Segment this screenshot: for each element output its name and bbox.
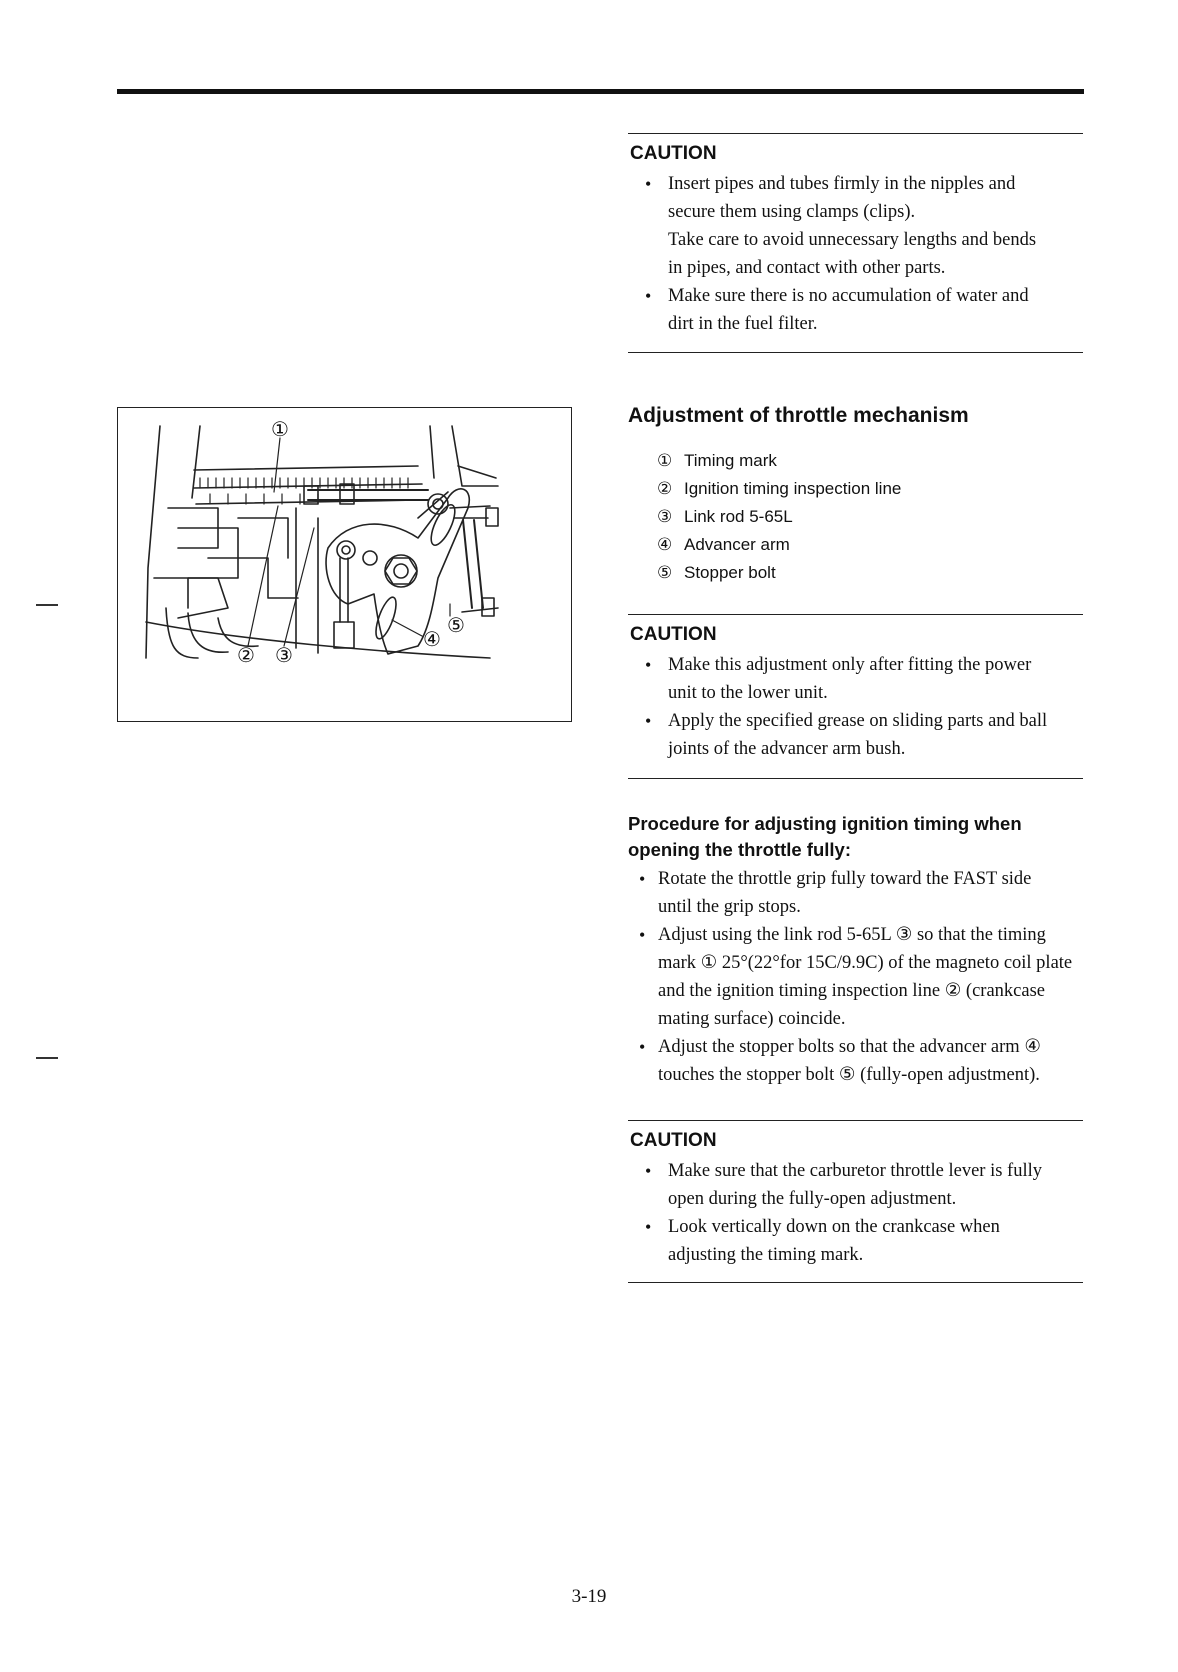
legend-item bbox=[628, 475, 1083, 503]
pivot-bolt-hex bbox=[385, 558, 417, 584]
stopper-bolt bbox=[474, 520, 483, 608]
legend-label: Stopper bolt bbox=[684, 563, 776, 582]
procedure-step bbox=[628, 921, 1083, 1033]
section-title: Adjustment of throttle mechanism bbox=[628, 404, 969, 427]
caution-line: Take care to avoid unnecessary lengths and bends bbox=[668, 230, 1037, 250]
margin-mark-2 bbox=[36, 1057, 58, 1059]
margin-mark-1 bbox=[36, 604, 58, 606]
legend-number: ③ bbox=[657, 507, 673, 526]
caution-line: dirt in the fuel filter. bbox=[668, 314, 818, 334]
crankcase-part bbox=[178, 528, 238, 608]
callout-5: ⑤ bbox=[447, 613, 465, 637]
caution-item bbox=[628, 651, 1083, 707]
procedure-section bbox=[628, 811, 1083, 1089]
procedure-line: mark ① 25°(22°for 15C/9.9C) of the magneto coil plate bbox=[658, 953, 1073, 973]
caution-title: CAUTION bbox=[630, 624, 717, 645]
caution-list bbox=[628, 647, 1083, 763]
legend-number: ⑤ bbox=[657, 563, 673, 582]
callout-1: ① bbox=[271, 417, 289, 441]
caution-line: • Make sure there is no accumulation of water and bbox=[668, 286, 1029, 306]
leader-line-2 bbox=[248, 506, 278, 646]
caution-line: • Insert pipes and tubes firmly in the nipples and bbox=[668, 174, 1016, 194]
legend-number: ② bbox=[657, 479, 673, 498]
leader-line-1 bbox=[274, 438, 280, 492]
caution-line: unit to the lower unit. bbox=[668, 683, 828, 703]
procedure-step bbox=[628, 1033, 1083, 1089]
legend-label: Timing mark bbox=[684, 451, 777, 470]
callout-4: ④ bbox=[423, 627, 441, 651]
ball-joint bbox=[363, 551, 377, 565]
caution-line: • Make this adjustment only after fitting the power bbox=[668, 655, 1032, 675]
caution-item bbox=[628, 707, 1083, 763]
throttle-mechanism-drawing bbox=[118, 408, 570, 720]
caution-list bbox=[628, 1153, 1083, 1269]
stopper-nut bbox=[486, 508, 498, 526]
legend-number: ① bbox=[657, 451, 673, 470]
procedure-step bbox=[628, 865, 1083, 921]
pivot-bolt bbox=[385, 555, 417, 587]
procedure-line: touches the stopper bolt ⑤ (fully-open adjustment). bbox=[658, 1065, 1040, 1085]
legend-number: ④ bbox=[657, 535, 673, 554]
procedure-line: • Adjust using the link rod 5-65L ③ so that the timing bbox=[658, 925, 1046, 945]
caution-item bbox=[628, 170, 1083, 282]
procedure-list bbox=[628, 863, 1083, 1089]
caution-item bbox=[628, 282, 1083, 338]
legend-item bbox=[628, 531, 1083, 559]
procedure-line: • Adjust the stopper bolts so that the advancer arm ④ bbox=[658, 1037, 1041, 1057]
caution-list bbox=[628, 166, 1083, 338]
caution-box-adjustment bbox=[628, 614, 1083, 779]
legend-label: Ignition timing inspection line bbox=[684, 479, 902, 498]
caution-item bbox=[628, 1213, 1083, 1269]
flywheel-edge bbox=[194, 466, 418, 470]
rod-end bbox=[334, 622, 354, 648]
caution-item bbox=[628, 1157, 1083, 1213]
top-rule bbox=[117, 89, 1084, 94]
stopper-bolt bbox=[463, 520, 472, 608]
caution-line: in pipes, and contact with other parts. bbox=[668, 258, 946, 278]
caution-box-pipes bbox=[628, 133, 1083, 353]
caution-line: • Look vertically down on the crankcase when bbox=[668, 1217, 1000, 1237]
advancer-arm-slot bbox=[372, 595, 400, 641]
engine-outline bbox=[450, 506, 490, 508]
callout-2: ② bbox=[237, 643, 255, 667]
caution-line: secure them using clamps (clips). bbox=[668, 202, 916, 222]
stopper-bracket bbox=[462, 608, 498, 612]
caution-title: CAUTION bbox=[630, 1130, 717, 1151]
throttle-section bbox=[628, 403, 1083, 587]
legend-label: Advancer arm bbox=[684, 535, 790, 554]
caution-title: CAUTION bbox=[630, 143, 717, 164]
procedure-title bbox=[628, 811, 1083, 863]
caution-box-carburetor bbox=[628, 1120, 1083, 1283]
procedure-title-line: opening the throttle fully: bbox=[628, 839, 852, 860]
caution-line: adjusting the timing mark. bbox=[668, 1245, 864, 1265]
ball-joint bbox=[337, 541, 355, 559]
procedure-line: • Rotate the throttle grip fully toward the FAST side bbox=[658, 869, 1032, 889]
procedure-title-line: Procedure for adjusting ignition timing when bbox=[628, 813, 1022, 834]
throttle-mechanism-figure bbox=[117, 407, 572, 722]
procedure-line: mating surface) coincide. bbox=[658, 1009, 846, 1029]
legend-item bbox=[628, 559, 1083, 587]
legend-item bbox=[628, 503, 1083, 531]
caution-line: • Make sure that the carburetor throttle lever is fully bbox=[668, 1161, 1042, 1181]
pivot-bolt-center bbox=[394, 564, 408, 578]
ball-joint bbox=[342, 546, 350, 554]
page-number: 3-19 bbox=[571, 1586, 607, 1607]
caution-line: • Apply the specified grease on sliding parts and ball bbox=[668, 711, 1048, 731]
legend-label: Link rod 5-65L bbox=[684, 507, 793, 526]
engine-outline bbox=[430, 426, 434, 478]
caution-line: open during the fully-open adjustment. bbox=[668, 1189, 957, 1209]
callout-3: ③ bbox=[275, 643, 293, 667]
figure-legend bbox=[628, 447, 1083, 587]
crankcase-part bbox=[154, 578, 228, 618]
engine-outline bbox=[458, 466, 496, 478]
procedure-line: and the ignition timing inspection line ② (crankcase bbox=[658, 981, 1046, 1001]
leader-line-4 bbox=[392, 620, 422, 636]
legend-item bbox=[628, 447, 1083, 475]
procedure-line: until the grip stops. bbox=[658, 897, 801, 917]
crankcase-part bbox=[238, 518, 288, 558]
caution-line: joints of the advancer arm bush. bbox=[668, 739, 906, 759]
